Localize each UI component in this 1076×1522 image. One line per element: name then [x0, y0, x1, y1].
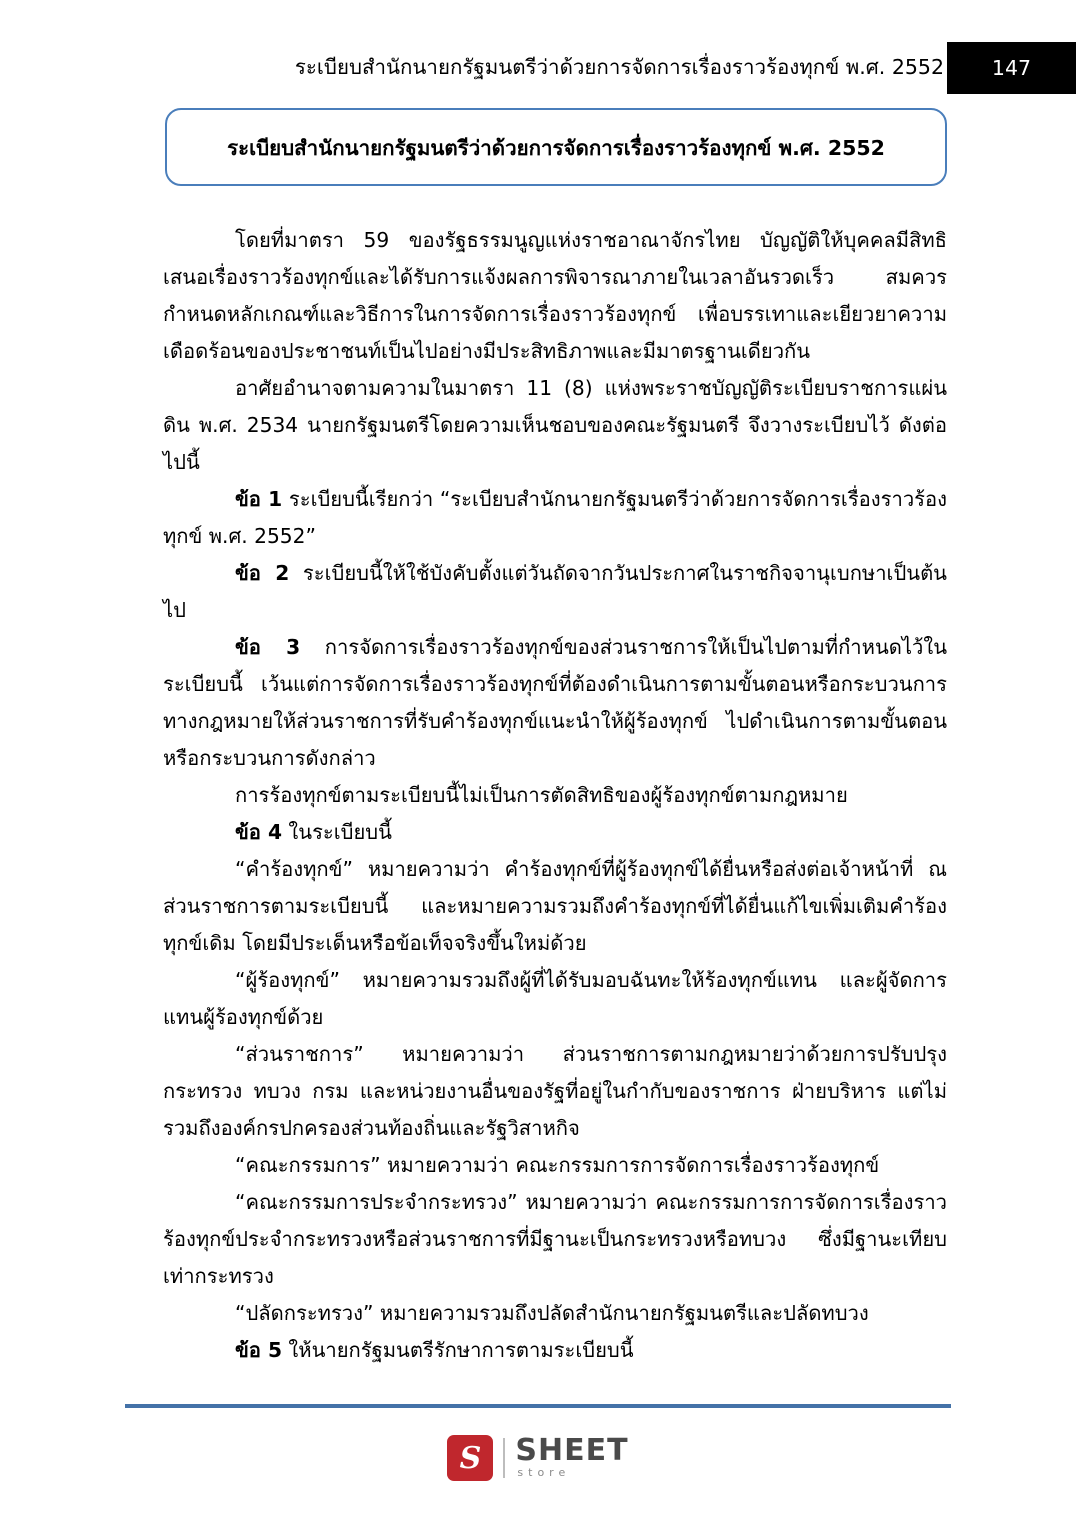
definition-kam-rong-thuk: “คำร้องทุกข์” หมายความว่า คำร้องทุกข์ที่ผู้ร้องทุกข์ได้ยื่นหรือส่งต่อเจ้าหน้าที่ ณ ส่วนราชการตามระเบียบนี้ และหมายความรวมถึงคำร้องทุกข์ที่ได้ยื่นแก้ไขเพิ่มเติมคำร้องทุกข์เดิม โดยมีประเด็นหรือข้อเท็จจริงขึ้นใหม่ด้วย: [163, 857, 947, 955]
clause-4-text: ในระเบียบนี้: [282, 820, 392, 844]
clause-1: [163, 481, 947, 555]
footer-divider: [125, 1404, 951, 1408]
document-body: [163, 222, 947, 1369]
paragraph-clause-3-note: การร้องทุกข์ตามระเบียบนี้ไม่เป็นการตัดสิทธิของผู้ร้องทุกข์ตามกฎหมาย: [235, 783, 848, 807]
paragraph-preamble-1: โดยที่มาตรา 59 ของรัฐธรรมนูญแห่งราชอาณาจักรไทย บัญญัติให้บุคคลมีสิทธิเสนอเรื่องราวร้องทุกข์และได้รับการแจ้งผลการพิจารณาภายในเวลาอันรวดเร็ว สมควรกำหนดหลักเกณฑ์และวิธีการในการจัดการเรื่องราวร้องทุกข์ เพื่อบรรเทาและเยียวยาความเดือดร้อนของประชาชนท์เป็นไปอย่างมีประสิทธิภาพและมีมาตรฐานเดียวกัน: [163, 228, 947, 363]
logo-wordmark: [515, 1433, 629, 1480]
definition-suan-ratchakan: “ส่วนราชการ” หมายความว่า ส่วนราชการตามกฎหมายว่าด้วยการปรับปรุงกระทรวง ทบวง กรม และหน่วยงานอื่นของรัฐที่อยู่ในกำกับของราชการ ฝ่ายบริหาร แต่ไม่รวมถึงองค์กรปกครองส่วนท้องถิ่นและรัฐวิสาหกิจ: [163, 1042, 947, 1140]
clause-5: [163, 1332, 947, 1369]
definition-palat-krasuang: “ปลัดกระทรวง” หมายความรวมถึงปลัดสำนักนายกรัฐมนตรีและปลัดทบวง: [235, 1301, 869, 1325]
logo-divider: [503, 1438, 505, 1478]
clause-3: [163, 629, 947, 777]
page-title: ระเบียบสำนักนายกรัฐมนตรีว่าด้วยการจัดการเรื่องราวร้องทุกข์ พ.ศ. 2552: [227, 136, 885, 160]
running-header-title: ระเบียบสำนักนายกรัฐมนตรีว่าด้วยการจัดการเรื่องราวร้องทุกข์ พ.ศ. 2552: [294, 55, 944, 79]
sheet-store-logo-icon: S: [447, 1435, 493, 1481]
clause-1-text: ระเบียบนี้เรียกว่า “ระเบียบสำนักนายกรัฐมนตรีว่าด้วยการจัดการเรื่องราวร้องทุกข์ พ.ศ. 2552”: [163, 487, 947, 548]
clause-5-label: ข้อ 5: [235, 1338, 282, 1362]
clause-4: [163, 814, 947, 851]
page-header: [0, 42, 1076, 94]
clause-1-label: ข้อ 1: [235, 487, 283, 511]
definition-khana-kammakan-krasuang: “คณะกรรมการประจำกระทรวง” หมายความว่า คณะกรรมการการจัดการเรื่องราวร้องทุกข์ประจำกระทรวงหรือส่วนราชการที่มีฐานะเป็นกระทรวงหรือทบวง ซึ่งมีฐานะเทียบเท่ากระทรวง: [163, 1190, 947, 1288]
page-number: 147: [991, 56, 1032, 80]
definition-phu-rong-thuk: “ผู้ร้องทุกข์” หมายความรวมถึงผู้ที่ได้รับมอบฉันทะให้ร้องทุกข์แทน และผู้จัดการแทนผู้ร้องทุกข์ด้วย: [163, 968, 947, 1029]
logo-main-text: SHEET: [515, 1433, 629, 1468]
clause-5-text: ให้นายกรัฐมนตรีรักษาการตามระเบียบนี้: [282, 1338, 634, 1362]
paragraph-preamble-2: อาศัยอำนาจตามความในมาตรา 11 (8) แห่งพระราชบัญญัติระเบียบราชการแผ่นดิน พ.ศ. 2534 นายกรัฐมนตรีโดยความเห็นชอบของคณะรัฐมนตรี จึงวางระเบียบไว้ ดังต่อไปนี้: [163, 376, 947, 474]
clause-3-label: ข้อ 3: [235, 635, 301, 659]
document-title-box: [165, 108, 947, 186]
definition-khana-kammakan: “คณะกรรมการ” หมายความว่า คณะกรรมการการจัดการเรื่องราวร้องทุกข์: [235, 1153, 880, 1177]
clause-2-label: ข้อ 2: [235, 561, 290, 585]
logo-sub-text: store: [517, 1466, 571, 1479]
clause-2: [163, 555, 947, 629]
footer-logo: [0, 1418, 1076, 1498]
clause-4-label: ข้อ 4: [235, 820, 282, 844]
clause-2-text: ระเบียบนี้ให้ใช้บังคับตั้งแต่วันถัดจากวันประกาศในราชกิจจานุเบกษาเป็นต้นไป: [163, 561, 947, 622]
clause-3-text: การจัดการเรื่องราวร้องทุกข์ของส่วนราชการให้เป็นไปตามที่กำหนดไว้ในระเบียบนี้ เว้นแต่การจัดการเรื่องราวร้องทุกข์ที่ต้องดำเนินการตามขั้นตอนหรือกระบวนการทางกฎหมายให้ส่วนราชการที่รับคำร้องทุกข์แนะนำให้ผู้ร้องทุกข์ ไปดำเนินการตามขั้นตอนหรือกระบวนการดังกล่าว: [163, 635, 948, 770]
